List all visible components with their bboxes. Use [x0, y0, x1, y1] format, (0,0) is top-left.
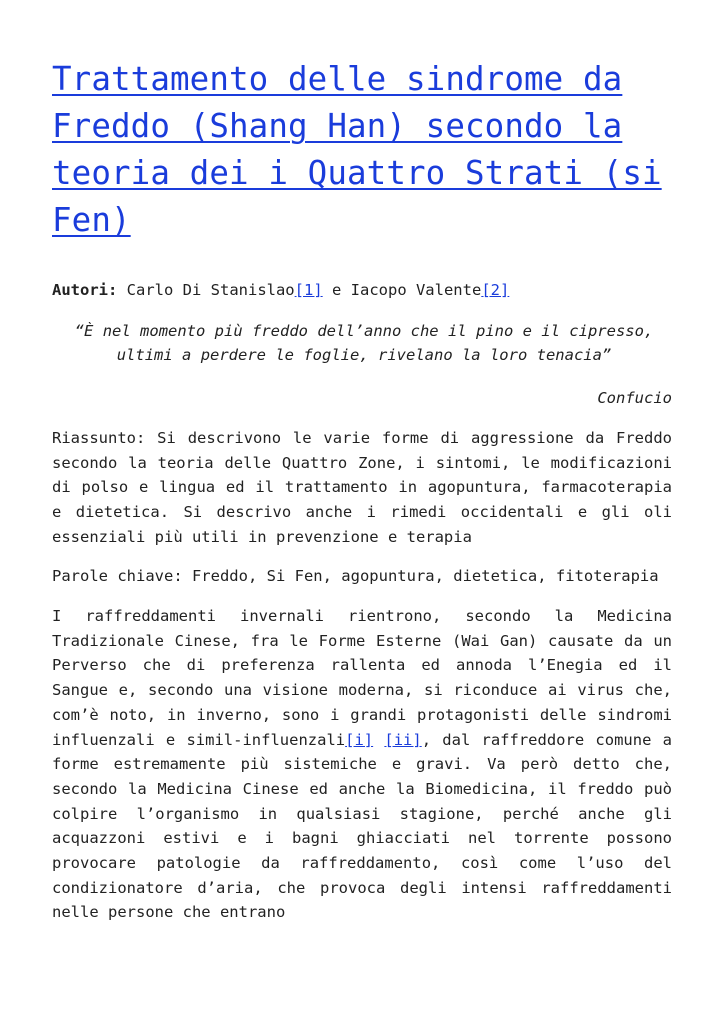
article-title [52, 56, 672, 244]
body-text-part-2: , dal raffreddore comune a forme estremamente più sistemiche e gravi. Va però detto che, secondo la Medicina Cinese ed anche la Biomedicina, il freddo può colpire l’organismo in qualsiasi stagione, perché anche gli acquazzoni estivi e i bagni ghiacciati nel torrente possono provocare patologie da raffreddamento, così come l’uso del condizionatore d’aria, che provoca degli intensi raffreddamenti nelle persone che entrano [52, 730, 672, 922]
epigraph-source: Confucio [597, 389, 672, 408]
footnote-ref-ii[interactable]: [ii] [384, 730, 422, 749]
author-1: Carlo Di Stanislao [126, 281, 295, 299]
footnote-ref-i[interactable]: [i] [345, 730, 374, 749]
article-title-link[interactable]: Trattamento delle sindrome da Freddo (Shang Han) secondo la teoria dei i Quattro Strati (si Fen) [52, 60, 662, 239]
authors-label: Autori: [52, 281, 118, 299]
footnote-ref-2[interactable]: [2] [481, 281, 510, 299]
body-text-part-1: I raffreddamenti invernali rientrono, secondo la Medicina Tradizionale Cinese, fra le Forme Esterne (Wai Gan) causate da un Perverso che di preferenza rallenta ed annoda l’Enegia ed il Sangue e, secondo una visione moderna, si riconduce ai virus che, com’è noto, in inverno, sono i grandi protagonisti delle sindromi influenzali e simil-influenzali [52, 607, 672, 749]
epigraph-line-2: ultimi a perdere le foglie, rivelano la loro tenacia” [116, 346, 612, 365]
epigraph-quote [52, 319, 672, 368]
article-page [52, 56, 672, 925]
body-paragraph [52, 604, 672, 925]
author-separator: e [322, 281, 351, 299]
footnote-ref-1[interactable]: [1] [294, 281, 323, 299]
abstract-paragraph: Riassunto: Si descrivono le varie forme di aggressione da Freddo secondo la teoria delle Quattro Zone, i sintomi, le modificazioni di polso e lingua ed il trattamento in agopuntura, farmacoterapia e dietetica. Si descrivo anche i rimedi occidentali e gli oli essenziali più utili in prevenzione e terapia [52, 428, 672, 546]
authors-line [52, 278, 672, 303]
epigraph-line-1: “È nel momento più freddo dell’anno che il pino e il cipresso, [74, 321, 654, 340]
keywords-paragraph: Parole chiave: Freddo, Si Fen, agopuntura, dietetica, fitoterapia [52, 567, 659, 586]
author-2: Iacopo Valente [350, 281, 482, 299]
